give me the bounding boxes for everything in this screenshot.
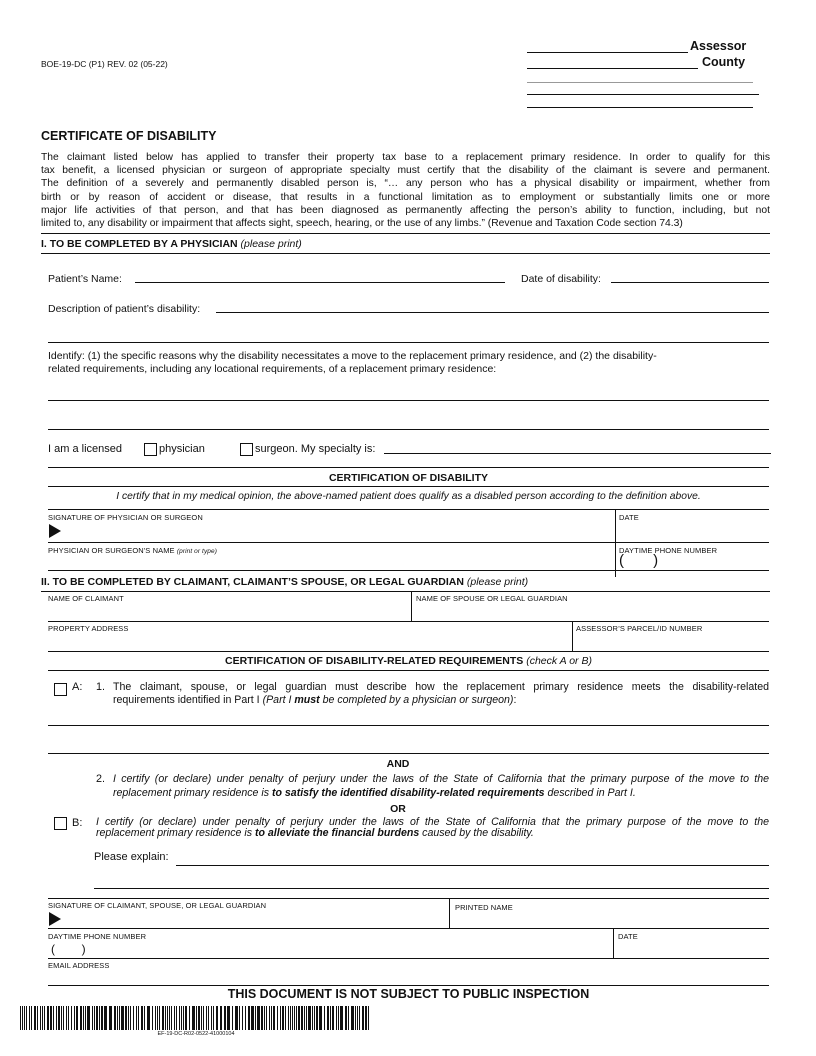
barcode-bar: [130, 1006, 131, 1030]
intro-line-2: tax benefit, a licensed physician or surgeon of appropriate specialty must certify that the disability of the claimant is severe and permanent.: [41, 165, 770, 177]
surgeon-checkbox[interactable]: [240, 443, 253, 456]
barcode-bar: [269, 1006, 270, 1030]
explain-field-line-2[interactable]: [94, 876, 769, 889]
item1-line-2-b: (Part I: [262, 694, 295, 706]
item1-line-2: [113, 694, 769, 707]
property-address-label: PROPERTY ADDRESS: [48, 624, 129, 633]
itemb-line-2-c: caused by the disability.: [419, 826, 534, 839]
req-heading-note: (check A or B): [526, 655, 592, 667]
address-line-3: [527, 107, 753, 108]
barcode-bar: [152, 1006, 153, 1030]
claimant-row-bottom-rule: [48, 621, 769, 622]
section1-heading-note: (please print): [240, 238, 302, 250]
option-a-checkbox[interactable]: [54, 683, 67, 696]
intro-paragraph: [41, 151, 770, 230]
barcode-bar: [224, 1006, 226, 1030]
barcode-bar: [266, 1006, 267, 1030]
barcode-bar: [301, 1006, 303, 1030]
item1-field-line-1[interactable]: [48, 713, 769, 726]
claimant-name-field[interactable]: [48, 604, 406, 620]
claimant-sig-top-rule: [48, 898, 769, 899]
physician-checkbox[interactable]: [144, 443, 157, 456]
barcode-bar: [61, 1006, 62, 1030]
barcode-bar: [167, 1006, 168, 1030]
barcode-bar: [50, 1006, 52, 1030]
intro-line-1: The claimant listed below has applied to transfer their property tax base to a replacement primary residence. In order to qualify for this: [41, 152, 770, 163]
signature-row-top-rule: [48, 509, 769, 510]
option-b-checkbox[interactable]: [54, 817, 67, 830]
barcode-bar: [216, 1006, 218, 1030]
item2-line-2-a: replacement primary residence is: [113, 786, 272, 799]
barcode-bar: [312, 1006, 313, 1030]
barcode-bar: [316, 1006, 318, 1030]
parcel-label: ASSESSOR’S PARCEL/ID NUMBER: [576, 624, 703, 633]
barcode-bar: [26, 1006, 27, 1030]
public-inspection-notice: THIS DOCUMENT IS NOT SUBJECT TO PUBLIC INSPECTION: [227, 987, 590, 1001]
barcode-icon: [20, 1006, 372, 1030]
address-row-bottom-rule: [48, 651, 769, 652]
signature-arrow-icon: [49, 524, 61, 538]
physician-phone-field[interactable]: ( ): [619, 552, 659, 569]
item2-line-2: [113, 787, 769, 801]
barcode-bar: [359, 1006, 360, 1030]
cert-heading-bottom-rule: [48, 486, 769, 487]
item1-line-2-c: must: [294, 694, 320, 706]
county-label: County: [702, 55, 746, 69]
barcode-bar: [251, 1006, 254, 1030]
barcode-bar: [324, 1006, 325, 1030]
barcode-bar: [29, 1006, 30, 1030]
barcode-bar: [53, 1006, 54, 1030]
barcode-bar: [248, 1006, 250, 1030]
barcode-bar: [245, 1006, 246, 1030]
barcode-bar: [338, 1006, 339, 1030]
barcode-bar: [203, 1006, 204, 1030]
barcode-bar: [308, 1006, 311, 1030]
physician-name-label: PHYSICIAN OR SURGEON'S NAME: [48, 546, 175, 555]
date-of-disability-label: Date of disability:: [521, 273, 601, 285]
barcode-bar: [292, 1006, 293, 1030]
claimant-phone-label: DAYTIME PHONE NUMBER: [48, 932, 147, 941]
barcode-bar: [133, 1006, 134, 1030]
barcode-bar: [171, 1006, 172, 1030]
barcode-bar: [196, 1006, 197, 1030]
barcode-bar: [285, 1006, 286, 1030]
barcode-bar: [298, 1006, 300, 1030]
barcode-bar: [138, 1006, 139, 1030]
section2-heading-rule: [41, 591, 770, 592]
cert-heading-top-rule: [48, 467, 769, 468]
physician-row-divider: [615, 509, 616, 577]
explain-field-line-1[interactable]: [176, 853, 769, 866]
name-row-bottom-rule: [48, 570, 769, 571]
barcode-bar: [345, 1006, 347, 1030]
barcode-bar: [306, 1006, 307, 1030]
item1-number: 1.: [96, 681, 106, 693]
barcode-bar: [189, 1006, 190, 1030]
barcode-bar: [63, 1006, 64, 1030]
barcode-bar: [198, 1006, 200, 1030]
req-heading-text: CERTIFICATION OF DISABILITY-RELATED REQUIREMENTS: [225, 655, 524, 667]
physician-signature-field[interactable]: [65, 524, 610, 540]
barcode-bar: [368, 1006, 369, 1030]
section1-heading: [41, 238, 302, 250]
barcode-bar: [71, 1006, 72, 1030]
barcode-bar: [280, 1006, 281, 1030]
description-field-line-2[interactable]: [48, 330, 769, 343]
claimant-phone-divider: [613, 928, 614, 958]
barcode-bar: [176, 1006, 177, 1030]
itemb-line-1: I certify (or declare) under penalty of perjury under the laws of the State of California that the primary purpose of the move to the: [96, 816, 769, 828]
barcode-bar: [20, 1006, 21, 1030]
assessor-line: [527, 52, 688, 53]
barcode-bar: [155, 1006, 156, 1030]
spouse-name-label: NAME OF SPOUSE OR LEGAL GUARDIAN: [416, 594, 568, 603]
barcode-bar: [362, 1006, 364, 1030]
barcode-bar: [185, 1006, 187, 1030]
item2-line-1: I certify (or declare) under penalty of perjury under the laws of the State of California that the primary purpose of the move to the: [113, 773, 769, 785]
barcode-bar: [24, 1006, 25, 1030]
barcode-bars: [20, 1006, 369, 1030]
barcode-bar: [74, 1006, 75, 1030]
identify-line-1: Identify: (1) the specific reasons why the disability necessitates a move to the replacement primary residence, and (2) the disability-: [48, 350, 657, 362]
section1-top-rule: [41, 233, 770, 234]
barcode-bar: [227, 1006, 230, 1030]
barcode-bar: [232, 1006, 233, 1030]
barcode-bar: [31, 1006, 32, 1030]
barcode-bar: [181, 1006, 182, 1030]
printed-name-field[interactable]: [455, 912, 768, 928]
barcode-bar: [220, 1006, 222, 1030]
physician-name-note: (print or type): [176, 548, 217, 555]
claimant-date-label: DATE: [618, 932, 638, 941]
address-row-divider: [572, 621, 573, 651]
surgeon-label: surgeon. My specialty is:: [255, 443, 376, 455]
email-row-bottom-rule: [48, 985, 769, 986]
barcode-bar: [159, 1006, 160, 1030]
and-label: AND: [386, 758, 410, 770]
identify-field-line-2[interactable]: [48, 417, 769, 430]
barcode-bar: [257, 1006, 260, 1030]
req-heading: [48, 655, 769, 667]
barcode-bar: [80, 1006, 82, 1030]
item1-text: [113, 681, 769, 707]
cert-text: I certify that in my medical opinion, the above-named patient does qualify as a disabled person according to the definition above.: [116, 491, 701, 502]
claimant-row-divider: [411, 591, 412, 622]
barcode-bar: [109, 1006, 112, 1030]
assessor-label: Assessor: [690, 39, 747, 53]
barcode-bar: [290, 1006, 291, 1030]
option-a-label: A:: [72, 681, 83, 693]
barcode-bar: [239, 1006, 240, 1030]
item2-line-2-c: described in Part I.: [544, 786, 636, 799]
barcode-bar: [296, 1006, 297, 1030]
barcode-bar: [119, 1006, 120, 1030]
physician-phone-label: DAYTIME PHONE NUMBER: [619, 546, 718, 555]
barcode-bar: [117, 1006, 118, 1030]
barcode-text: EF-19-DC-R02-0522-41000104: [157, 1031, 235, 1037]
physician-name-label-group: [48, 546, 217, 555]
physician-date-label: DATE: [619, 513, 639, 522]
barcode-bar: [162, 1006, 164, 1030]
barcode-bar: [22, 1006, 23, 1030]
itemb-text: [96, 817, 769, 838]
barcode-bar: [261, 1006, 263, 1030]
address-line-2: [527, 94, 759, 95]
barcode-bar: [319, 1006, 322, 1030]
barcode-bar: [136, 1006, 137, 1030]
barcode-bar: [144, 1006, 145, 1030]
parcel-field[interactable]: [576, 634, 768, 650]
patient-name-label: Patient’s Name:: [48, 273, 122, 285]
property-address-field[interactable]: [48, 634, 568, 650]
county-line: [527, 68, 698, 69]
barcode-bar: [235, 1006, 238, 1030]
barcode-bar: [92, 1006, 93, 1030]
itemb-line-2-a: replacement primary residence is: [96, 826, 255, 839]
barcode-bar: [365, 1006, 367, 1030]
explain-label: Please explain:: [94, 851, 169, 863]
description-label: Description of patient’s disability:: [48, 303, 201, 315]
email-field[interactable]: [48, 970, 768, 982]
item2-line-2-b: to satisfy the identified disability-related requirements: [271, 786, 545, 799]
barcode-bar: [264, 1006, 265, 1030]
barcode-bar: [242, 1006, 243, 1030]
barcode-bar: [271, 1006, 272, 1030]
barcode-bar: [101, 1006, 103, 1030]
patient-name-field[interactable]: [135, 270, 505, 283]
barcode-bar: [96, 1006, 98, 1030]
barcode-bar: [147, 1006, 150, 1030]
form-code: BOE-19-DC (P1) REV. 02 (05-22): [41, 59, 168, 69]
barcode-bar: [206, 1006, 207, 1030]
section1-heading-text: I. TO BE COMPLETED BY A PHYSICIAN: [41, 238, 238, 250]
barcode-bar: [183, 1006, 184, 1030]
barcode-bar: [104, 1006, 107, 1030]
claimant-signature-arrow-icon: [49, 912, 61, 926]
barcode-bar: [282, 1006, 284, 1030]
barcode-bar: [114, 1006, 116, 1030]
item1-line-2-e: :: [513, 694, 517, 706]
barcode-bar: [56, 1006, 57, 1030]
cert-heading: CERTIFICATION OF DISABILITY: [328, 472, 489, 484]
barcode-bar: [58, 1006, 60, 1030]
claimant-signature-label: SIGNATURE OF CLAIMANT, SPOUSE, OR LEGAL GUARDIAN: [48, 901, 267, 910]
barcode-bar: [165, 1006, 166, 1030]
barcode-bar: [85, 1006, 86, 1030]
section2-heading-text: II. TO BE COMPLETED BY CLAIMANT, CLAIMANT’S SPOUSE, OR LEGAL GUARDIAN: [41, 576, 464, 588]
barcode-bar: [332, 1006, 334, 1030]
barcode-bar: [355, 1006, 356, 1030]
barcode-bar: [76, 1006, 78, 1030]
barcode-bar: [340, 1006, 343, 1030]
email-label: EMAIL ADDRESS: [48, 961, 110, 970]
barcode-bar: [47, 1006, 49, 1030]
intro-line-6: limited to, any disability or impairment that affects sight, speech, hearing, or the use of any limbs.” (Revenue and Taxation Code section 74.3): [41, 218, 683, 230]
item1-line-1: The claimant, spouse, or legal guardian must describe how the replacement primary residence meets the disability-related: [113, 681, 769, 693]
identify-line-2: related requirements, including any locational requirements, of a replacement primary residence:: [48, 363, 497, 375]
itemb-line-2-b: to alleviate the financial burdens: [254, 826, 420, 839]
barcode-bar: [330, 1006, 331, 1030]
barcode-bar: [348, 1006, 349, 1030]
barcode-bar: [37, 1006, 38, 1030]
address-line-1: [527, 82, 753, 83]
item2-number: 2.: [96, 773, 106, 785]
barcode-bar: [42, 1006, 43, 1030]
intro-line-3: The definition of a severely and permanently disabled person is, “… any person who has a physical disability or impairment, whether from: [41, 178, 770, 190]
barcode-bar: [192, 1006, 195, 1030]
barcode-bar: [121, 1006, 124, 1030]
barcode-bar: [208, 1006, 209, 1030]
barcode-bar: [327, 1006, 329, 1030]
intro-line-4: birth or by reason of accident or disease, that results in a functional limitation as to employment or substantially limits one or more: [41, 191, 770, 203]
barcode-bar: [68, 1006, 69, 1030]
claimant-sig-bottom-rule: [48, 928, 769, 929]
or-label: OR: [390, 803, 406, 815]
barcode-bar: [44, 1006, 45, 1030]
barcode-bar: [174, 1006, 175, 1030]
item1-line-2-a: requirements identified in Part I: [113, 694, 263, 706]
barcode-bar: [141, 1006, 143, 1030]
barcode-bar: [157, 1006, 158, 1030]
barcode-bar: [211, 1006, 212, 1030]
barcode-bar: [357, 1006, 358, 1030]
physician-label: physician: [159, 443, 205, 455]
item1-line-2-d: be completed by a physician or surgeon): [319, 694, 514, 706]
barcode-bar: [34, 1006, 36, 1030]
barcode-bar: [125, 1006, 127, 1030]
barcode-bar: [304, 1006, 305, 1030]
section1-heading-rule: [41, 253, 770, 254]
specialty-field[interactable]: [384, 441, 771, 454]
barcode-bar: [351, 1006, 354, 1030]
claimant-phone-field[interactable]: ( ): [51, 942, 86, 956]
name-row-top-rule: [48, 542, 769, 543]
barcode-bar: [128, 1006, 129, 1030]
barcode-bar: [273, 1006, 275, 1030]
intro-line-5: major life activities of that person, and that has been diagnosed as permanently affecting the person’s ability to function, including, but not: [41, 204, 770, 216]
barcode-bar: [99, 1006, 100, 1030]
item1-field-line-2[interactable]: [48, 741, 769, 754]
barcode-bar: [66, 1006, 67, 1030]
phone-row-bottom-rule: [48, 958, 769, 959]
physician-date-field[interactable]: [619, 524, 767, 540]
physician-signature-label: SIGNATURE OF PHYSICIAN OR SURGEON: [48, 513, 203, 522]
barcode-bar: [87, 1006, 90, 1030]
barcode-bar: [314, 1006, 315, 1030]
page-title: CERTIFICATE OF DISABILITY: [41, 129, 217, 143]
date-of-disability-field[interactable]: [611, 270, 769, 283]
section2-heading-note: (please print): [466, 576, 529, 588]
barcode-bar: [83, 1006, 84, 1030]
itemb-line-2: [96, 828, 769, 839]
barcode-bar: [179, 1006, 180, 1030]
identify-field-line-1[interactable]: [48, 388, 769, 401]
section2-heading: [41, 576, 528, 588]
option-b-label: B:: [72, 817, 83, 829]
item2-text: [113, 773, 769, 800]
claimant-date-field[interactable]: [618, 942, 768, 956]
barcode-bar: [94, 1006, 95, 1030]
barcode-bar: [40, 1006, 41, 1030]
barcode-bar: [255, 1006, 256, 1030]
printed-name-label: PRINTED NAME: [455, 903, 513, 912]
barcode-bar: [213, 1006, 214, 1030]
req-heading-rule: [48, 670, 769, 671]
spouse-name-field[interactable]: [416, 604, 768, 620]
claimant-signature-field[interactable]: [65, 912, 445, 928]
barcode-bar: [169, 1006, 170, 1030]
claimant-sig-divider: [449, 898, 450, 928]
description-field[interactable]: [216, 300, 769, 313]
barcode-bar: [288, 1006, 289, 1030]
barcode-bar: [277, 1006, 278, 1030]
barcode-bar: [294, 1006, 295, 1030]
claimant-name-label: NAME OF CLAIMANT: [48, 594, 124, 603]
barcode-bar: [336, 1006, 337, 1030]
identify-text: [48, 350, 769, 376]
licensed-label: I am a licensed: [48, 443, 122, 455]
barcode-bar: [201, 1006, 202, 1030]
